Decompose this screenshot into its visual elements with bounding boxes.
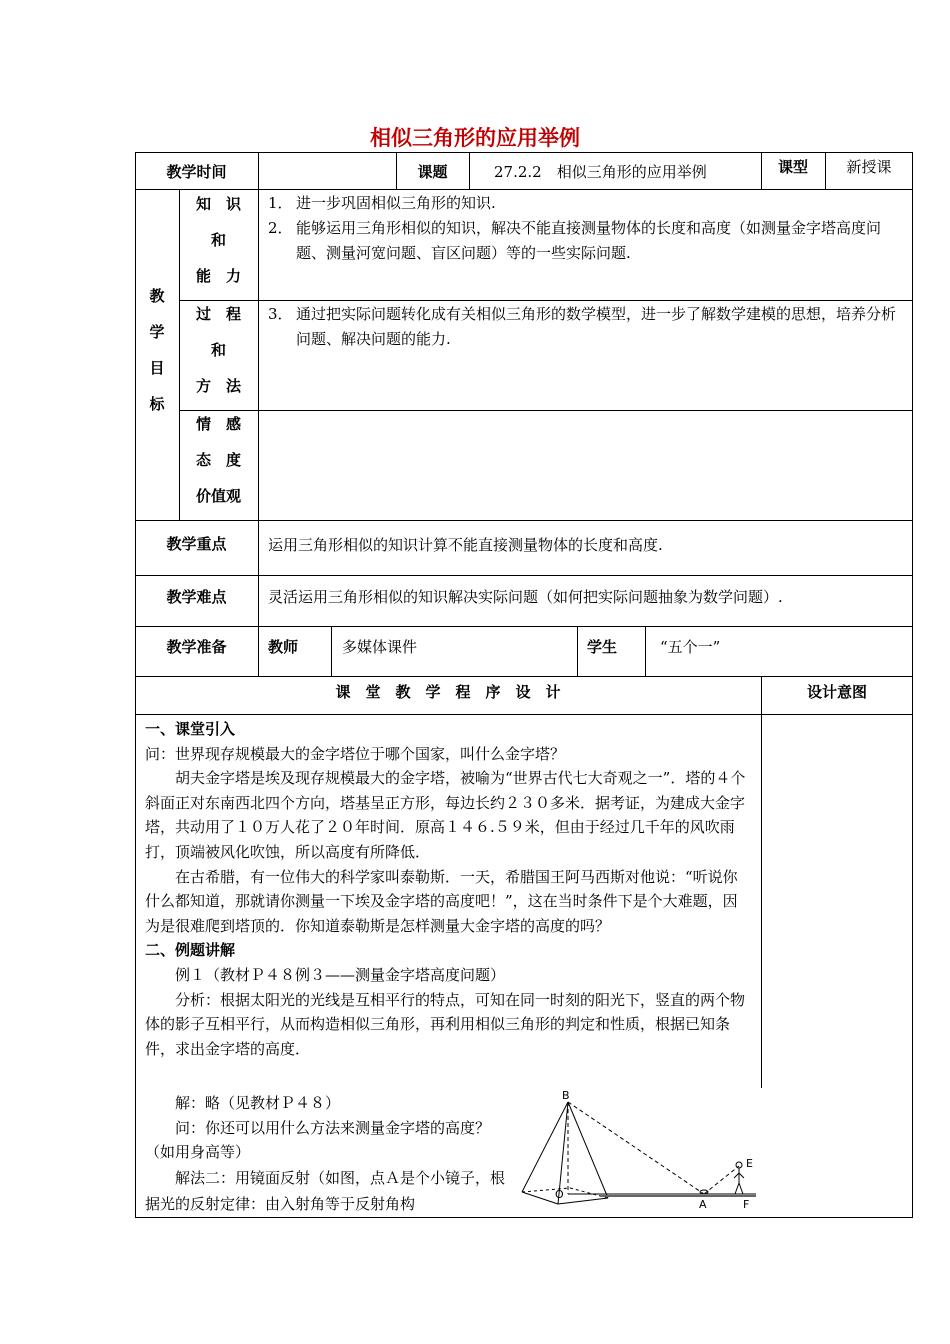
row-divider xyxy=(135,626,913,627)
ground-hatch xyxy=(600,1195,756,1197)
objectives-label-char: 学 xyxy=(149,323,165,341)
process-label-line: 方 法 xyxy=(195,377,241,395)
figure-label-a: A xyxy=(699,1198,707,1211)
program-header: 课 堂 教 学 程 序 设 计 xyxy=(335,683,561,701)
objective-text: 进一步巩固相似三角形的知识. xyxy=(296,194,496,212)
student-value: “五个一” xyxy=(660,638,721,656)
column-divider xyxy=(577,626,578,676)
row-divider xyxy=(179,300,913,301)
objective-item-2 xyxy=(268,216,908,266)
alternative-question: 问：你还可以用什么方法来测量金字塔的高度？（如用身高等） xyxy=(145,1118,491,1162)
section-intro-title: 一、课堂引入 xyxy=(145,720,236,738)
method-2-text: 解法二：用镜面反射（如图，点Ａ是个小镜子，根据光的反射定律：由入射角等于反射角构 xyxy=(145,1168,506,1213)
intro-paragraph-2: 在古希腊，有一位伟大的科学家叫泰勒斯．一天，希腊国王阿马西斯对他说：“听说你什么都知道，那就请你测量一下埃及金字塔的高度吧！”，这在当时条件下是个大难题，因为是很难爬到塔顶的．你知道泰勒斯是怎样测量大金字塔的高度的吗？ xyxy=(145,867,738,935)
person-head xyxy=(736,1162,742,1168)
row-divider xyxy=(135,575,913,576)
row-divider xyxy=(179,410,913,411)
preparation-label: 教学准备 xyxy=(166,638,227,656)
lesson-type-label: 课型 xyxy=(777,158,808,176)
example-analysis: 分析：根据太阳光的光线是互相平行的特点，可知在同一时刻的阳光下，竖直的两个物体的影子互相平行，从而构造相似三角形，再利用相似三角形的判定和性质，根据已知条件，求出金字塔的高度． xyxy=(145,990,746,1058)
knowledge-ability-label xyxy=(179,186,258,294)
lesson-type-value: 新授课 xyxy=(846,158,892,176)
process-method-label xyxy=(179,296,258,404)
objective-item-1 xyxy=(268,191,908,216)
process-label-line: 过 程 xyxy=(195,305,241,323)
program-content xyxy=(145,717,752,1061)
key-point-value: 运用三角形相似的知识计算不能直接测量物体的长度和高度. xyxy=(268,536,663,554)
column-divider xyxy=(645,626,646,676)
person-arm xyxy=(739,1173,744,1178)
figure-label-o: O xyxy=(555,1188,564,1201)
intro-paragraph-1: 胡夫金字塔是埃及现存规模最大的金字塔，被喻为“世界古代七大奇观之一”．塔的４个斜面正对东南西北四个方向，塔基呈正方形，每边长约２３０多米．据考证，为建成大金字塔，共动用了１０万人花了２０年时间．原高１４６.５９米，但由于经过几千年的风吹雨打，顶端被风化吹蚀，所以高度有所降低． xyxy=(145,769,746,861)
column-divider xyxy=(761,676,762,1088)
pyramid-edge xyxy=(558,1198,608,1204)
emotion-label-line: 情 感 xyxy=(195,415,241,433)
topic-value: 27.2.2 相似三角形的应用举例 xyxy=(494,163,707,181)
column-divider xyxy=(331,626,332,676)
column-divider xyxy=(258,189,259,676)
objective-item-3 xyxy=(268,302,908,352)
objective-number: 1． xyxy=(268,194,293,212)
section-examples-title: 二、例题讲解 xyxy=(145,941,236,960)
figure-label-b: B xyxy=(562,1089,570,1102)
design-intent-header: 设计意图 xyxy=(806,683,867,701)
teacher-value: 多媒体课件 xyxy=(342,638,418,656)
emotion-value-label xyxy=(179,406,258,514)
row-divider xyxy=(135,520,913,521)
objective-number: 3． xyxy=(268,305,293,323)
pyramid-edge xyxy=(522,1102,568,1192)
column-divider xyxy=(258,152,259,189)
difficulty-label: 教学难点 xyxy=(166,588,227,606)
process-label-line: 和 xyxy=(210,341,226,359)
teacher-label: 教师 xyxy=(268,638,299,656)
emotion-label-line: 价值观 xyxy=(195,487,241,505)
row-divider xyxy=(135,714,913,715)
figure-label-e: E xyxy=(746,1157,753,1170)
emotion-label-line: 态 度 xyxy=(195,451,241,469)
figure-label-f: F xyxy=(743,1198,750,1211)
objective-number: 2． xyxy=(268,219,293,237)
column-divider xyxy=(469,152,470,189)
solution-block xyxy=(145,1091,505,1217)
objectives-label xyxy=(135,278,179,422)
solution-text: 解：略（见教材Ｐ４８） xyxy=(175,1094,341,1112)
pyramid-mirror-figure xyxy=(510,1088,760,1218)
incident-ray xyxy=(568,1102,704,1194)
student-label: 学生 xyxy=(587,638,618,656)
person-leg xyxy=(739,1183,743,1194)
knowledge-label-line: 能 力 xyxy=(195,267,241,285)
objectives-label-char: 目 xyxy=(149,359,165,377)
key-point-label: 教学重点 xyxy=(166,535,227,553)
pyramid-edge xyxy=(568,1102,608,1198)
example-1-title: 例１（教材Ｐ４８例３——测量金字塔高度问题） xyxy=(175,965,506,984)
pyramid-edge xyxy=(522,1192,558,1204)
knowledge-label-line: 知 识 xyxy=(195,195,241,213)
row-divider xyxy=(135,676,913,677)
person-arm xyxy=(734,1173,739,1178)
objectives-label-char: 标 xyxy=(149,395,165,413)
difficulty-value: 灵活运用三角形相似的知识解决实际问题（如何把实际问题抽象为数学问题）. xyxy=(268,588,783,606)
objectives-label-char: 教 xyxy=(149,287,165,305)
document-title: 相似三角形的应用举例 xyxy=(370,126,580,150)
reflected-ray xyxy=(704,1166,739,1194)
person-leg xyxy=(735,1183,739,1194)
knowledge-label-line: 和 xyxy=(210,231,226,249)
teaching-time-label: 教学时间 xyxy=(166,163,227,181)
objective-text: 通过把实际问题转化成有关相似三角形的数学模型，进一步了解数学建模的思想，培养分析问题、解决问题的能力. xyxy=(296,305,897,348)
objective-text: 能够运用三角形相似的知识，解决不能直接测量物体的长度和高度（如测量金字塔高度问题、测量河宽问题、盲区问题）等的一些实际问题. xyxy=(296,219,882,262)
topic-label: 课题 xyxy=(417,163,448,181)
intro-question: 问：世界现存规模最大的金字塔位于哪个国家，叫什么金字塔？ xyxy=(145,744,566,763)
